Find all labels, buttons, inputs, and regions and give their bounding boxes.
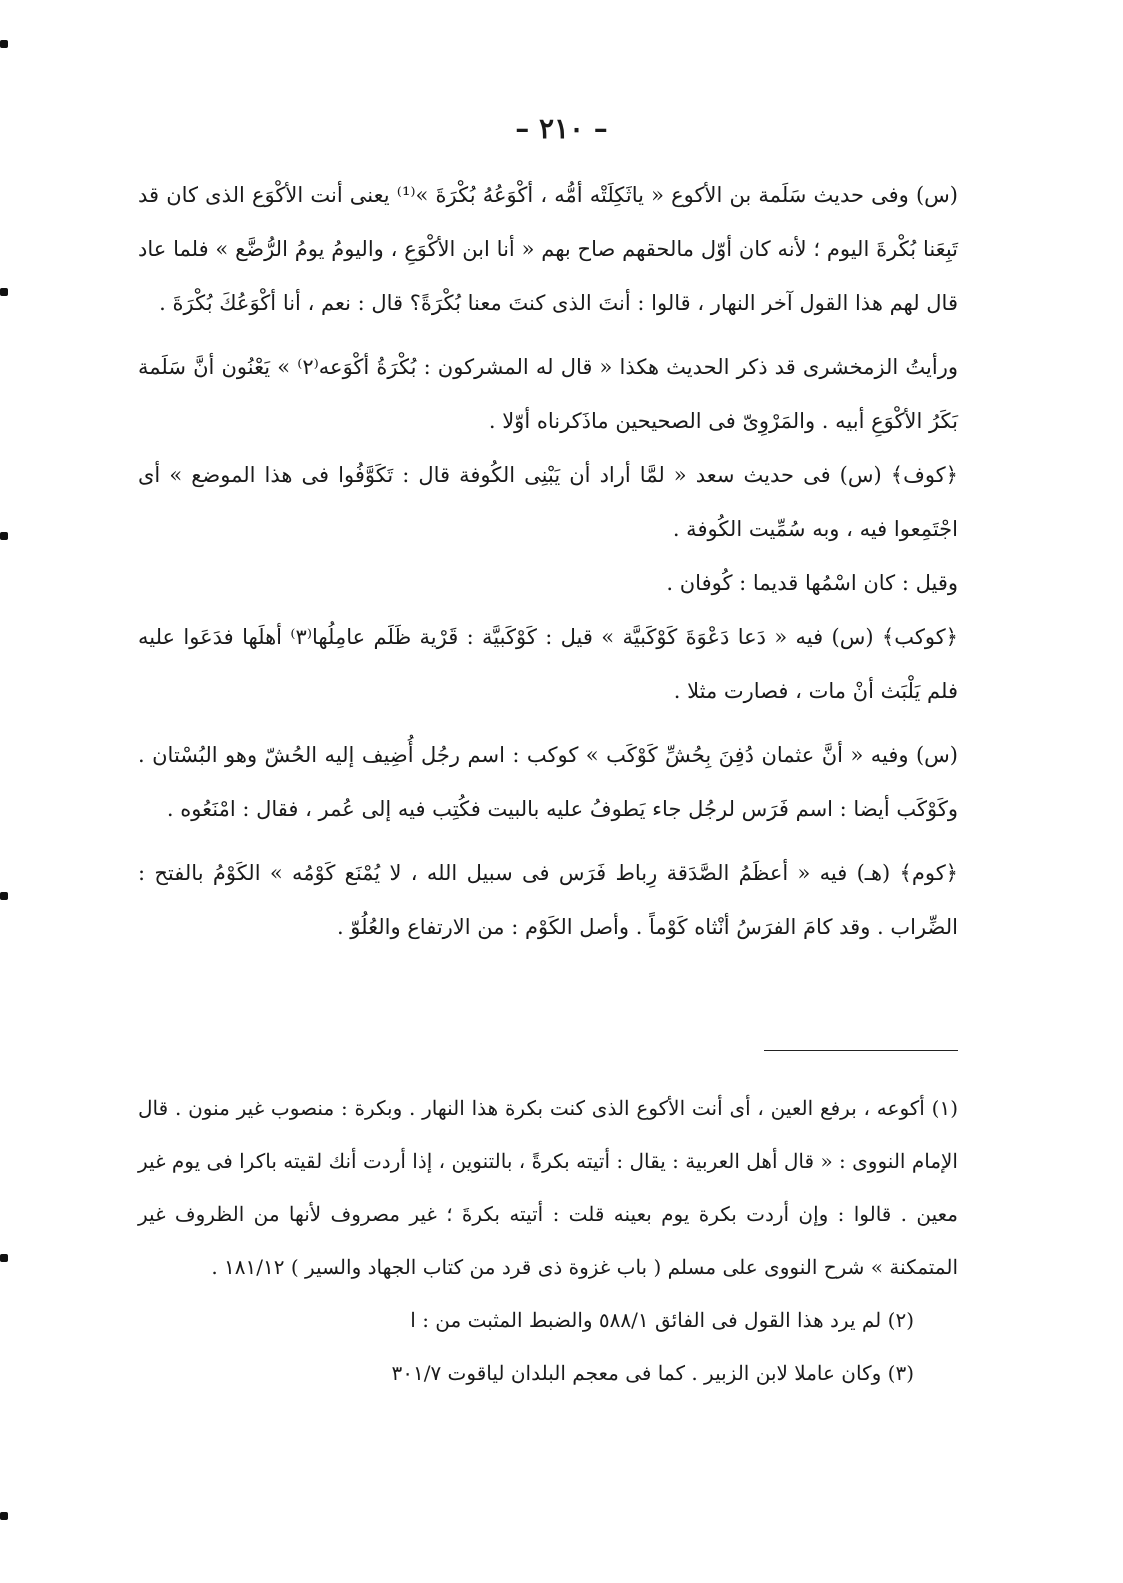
entry-kwf: ﴿كوف﴾ (س) فى حديث سعد « لمَّا أراد أن يَبْنِى الكُوفة قال : تَكَوَّفُوا فى هذا الموضع » أى اجْتَمِعوا فيه ، وبه سُمِّيت الكُوفة . xyxy=(138,463,958,541)
footnote-separator xyxy=(764,1050,958,1051)
footnote-2: (٢) لم يرد هذا القول فى الفائق ٥٨٨/١ والضبط المثبت من : ا xyxy=(410,1308,914,1332)
footnotes xyxy=(138,1082,958,1400)
entry-kwkb: ﴿كوكب﴾ (س) فيه « دَعا دَعْوَةَ كَوْكَبيَّة » قيل : كَوْكَبيَّة : قَرْية ظَلَم عامِلُها⁽٣⁾ أهلَها فدَعَوا عليه فلم يَلْبَث أنْ مات ، فصارت مثلا . xyxy=(138,625,958,703)
scan-margin-mark xyxy=(0,1254,8,1262)
scan-margin-mark xyxy=(0,288,8,296)
main-text xyxy=(138,168,958,954)
scan-margin-mark xyxy=(0,40,8,48)
scan-margin-mark xyxy=(0,532,8,540)
scan-margin-mark xyxy=(0,892,8,900)
paragraph-zamakhshari: ورأيتُ الزمخشرى قد ذكر الحديث هكذا « قال له المشركون : بُكْرَةُ أكْوَعه⁽٢⁾ » يَعْنُون أنَّ سَلَمة بَكَرُ الأكْوَعِ أبيه . والمَرْوِىّ فى الصحيحين ماذَكرناه أوّلا . xyxy=(138,355,958,433)
entry-kwm: ﴿كوم﴾ (هـ) فيه « أعظَمُ الصَّدَقة رِباط فَرَس فى سبيل الله ، لا يُمْنَع كَوْمُه » الكَوْمُ بالفتح : الضِّراب . وقد كامَ الفرَسُ أنْثاه كَوْماً . وأصل الكَوْم : من الارتفاع والعُلُوّ . xyxy=(138,861,958,939)
footnote-1: (١) أكوعه ، برفع العين ، أى أنت الأكوع الذى كنت بكرة هذا النهار . وبكرة : منصوب غير منون . قال الإمام النووى : « قال أهل العربية : يقال : أتيته بكرةً ، بالتنوين ، إذا أردت أنك لقيته باكرا فى يوم غير معين . قالوا : وإن أردت بكرة يوم بعينه قلت : أتيته بكرةَ ؛ غير مصروف لأنها من الظروف غير المتمكنة » شرح النووى على مسلم ( باب غزوة ذى قرد من كتاب الجهاد والسير ) ١٨١/١٢ . xyxy=(138,1096,958,1279)
footnote-3: (٣) وكان عاملا لابن الزبير . كما فى معجم البلدان لياقوت ٣٠١/٧ xyxy=(391,1361,914,1385)
paragraph-kufan: وقيل : كان اسْمُها قديما : كُوفان . xyxy=(666,571,958,595)
page-number: – ٢١٠ – xyxy=(515,112,608,145)
paragraph-kawkab: (س) وفيه « أنَّ عثمان دُفِنَ بِحُشِّ كَوْكَب » كوكب : اسم رجُل أُضِيف إليه الحُشّ وهو البُسْتان . وكَوْكَب أيضا : اسم فَرَس لرجُل جاء يَطوفُ عليه بالبيت فكُتِب فيه إلى عُمر ، فقال : امْنَعُوه . xyxy=(138,743,958,821)
paragraph-salama: (س) وفى حديث سَلَمة بن الأكوع « ياثَكِلَتْه أمُّه ، أكْوَعُهُ بُكْرَةَ »⁽¹⁾ يعنى أنت الأكْوَع الذى كان قد تَبِعَنا بُكْرةَ اليوم ؛ لأنه كان أوّل مالحقهم صاح بهم « أنا ابن الأكْوَعِ ، واليومُ يومُ الرُّضَّع » فلما عاد قال لهم هذا القول آخر النهار ، قالوا : أنتَ الذى كنتَ معنا بُكْرَةً؟ قال : نعم ، أنا أكْوَعُكَ بُكْرَةَ . xyxy=(138,183,958,315)
scan-margin-mark xyxy=(0,1512,8,1520)
